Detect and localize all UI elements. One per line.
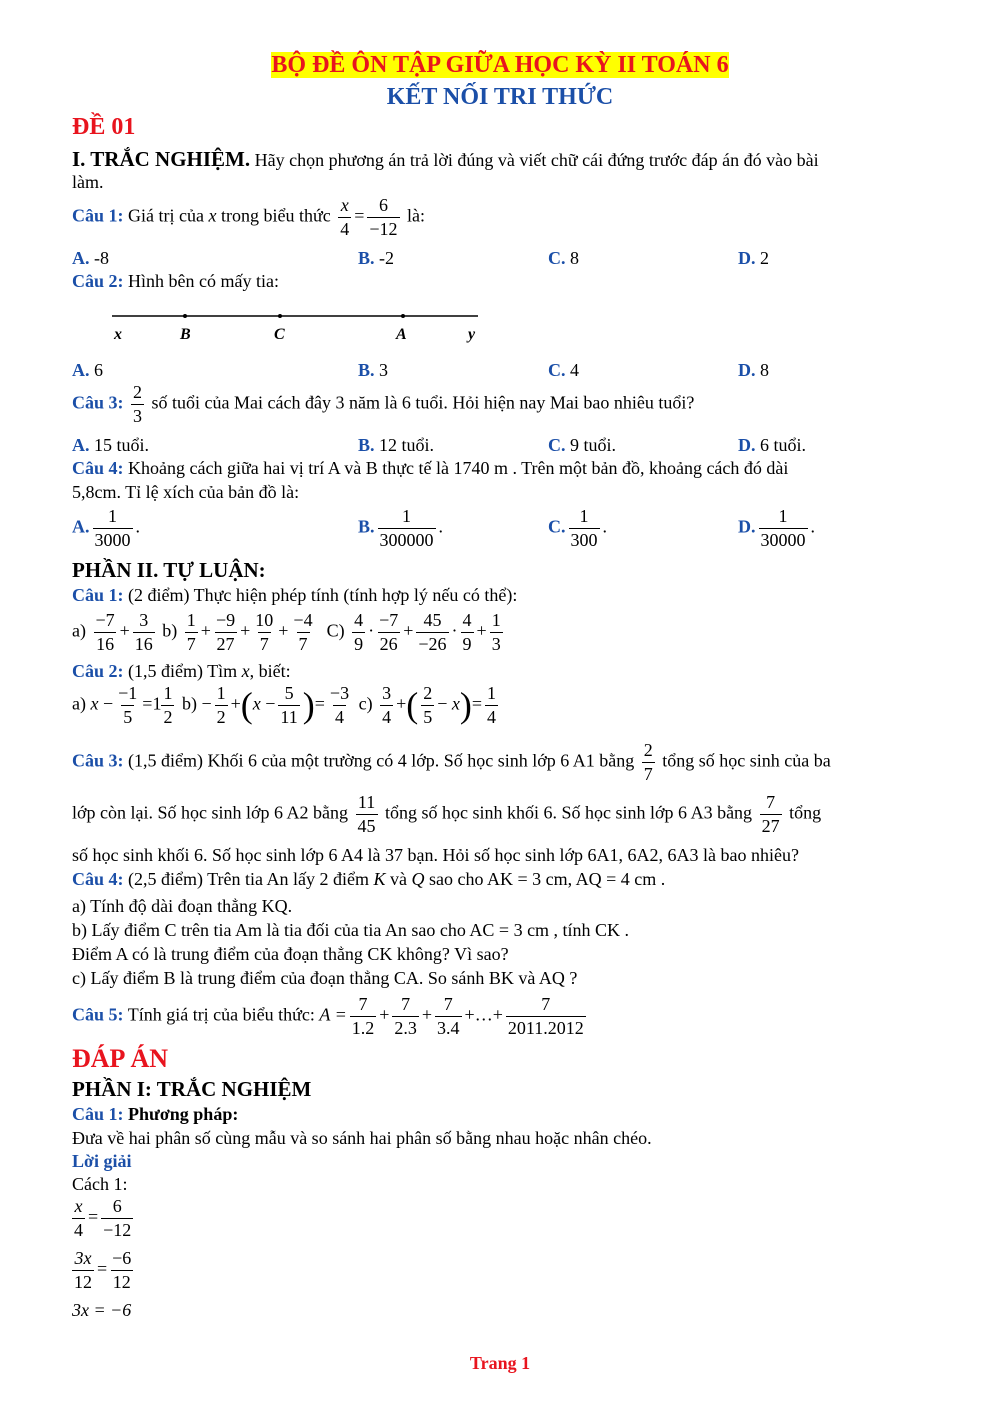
q3-option-a: A. 15 tuổi.: [72, 435, 150, 455]
p2-q1-expressions: a) $\frac{-7}{16}$ + $\frac{3}{16}$ b) $\frac{1}{7}$ + $\frac{-9}{27}$ + $\frac{10}{7}$ + $\frac{-4}{7}$ C) $\frac{4}{9}$ · $\frac{-7}{26}$ + $\frac{45}{-26}$ · $\frac{4}{9}$ + $\frac{1}{3}$: [72, 610, 501, 654]
q1-option-a: A. -8: [72, 248, 109, 268]
q3-text: số tuổi của Mai cách đây 3 năm là 6 tuổi. Hỏi hiện nay Mai bao nhiêu tuổi?: [151, 392, 695, 413]
ans-step3: 3x = −6: [72, 1300, 132, 1320]
q1-option-c: C. 8: [548, 248, 579, 268]
q3-option-d: D. 6 tuổi.: [738, 435, 807, 455]
q3-line: [72, 382, 694, 426]
answers-part1-heading: PHẦN I: TRẮC NGHIỆM: [72, 1077, 312, 1101]
answers-heading: ĐÁP ÁN: [72, 1044, 169, 1073]
page-footer: Trang 1: [469, 1353, 531, 1373]
q1-option-d: D. 2: [738, 248, 769, 268]
q4-label: Câu 4:: [72, 458, 124, 478]
part1-instruction-cont: làm.: [72, 172, 104, 192]
part1-instruction: Hãy chọn phương án trả lời đúng và viết chữ cái đứng trước đáp án đó vào bài: [254, 150, 819, 170]
q4-option-a: A. $\frac{1}{3000}$ .: [72, 506, 140, 550]
p2-q4-b1: b) Lấy điểm C trên tia Am là tia đối của tia An sao cho AC = 3 cm , tính CK .: [72, 920, 630, 940]
part1-heading: I. TRẮC NGHIỆM.: [72, 147, 251, 171]
p2-q3-line2: lớp còn lại. Số học sinh lớp 6 A2 bằng $\frac{11}{45}$ tổng số học sinh khối 6. Số học sinh lớp 6 A3 bằng $\frac{7}{27}$ tổng: [72, 792, 822, 836]
ans-solution-label: Lời giải: [72, 1151, 132, 1171]
q3-option-c: C. 9 tuổi.: [548, 435, 617, 455]
part1-heading-line: [72, 147, 819, 172]
q3-fraction: $\frac{2}{3}$: [133, 382, 143, 426]
p2-q4-line: Câu 4: (2,5 điểm) Trên tia An lấy 2 điểm K và Q sao cho AK = 3 cm, AQ = 4 cm .: [72, 869, 666, 889]
point-c-label: C: [274, 326, 285, 343]
point-y-label: y: [468, 326, 476, 343]
q4-text: Khoảng cách giữa hai vị trí A và B thực tế là 1740 m . Trên một bản đồ, khoảng cách đó dài: [128, 458, 789, 478]
ans-way1: Cách 1:: [72, 1174, 128, 1194]
p2-q4-a: a) Tính độ dài đoạn thẳng KQ.: [72, 896, 293, 916]
document-title: BỘ ĐỀ ÔN TẬP GIỮA HỌC KỲ II TOÁN 6: [271, 52, 729, 78]
q4-option-b: B. $\frac{1}{300000}$ .: [358, 506, 444, 550]
exam-label: ĐỀ 01: [72, 114, 136, 140]
point-a-label: A: [396, 326, 407, 343]
q3-option-b: B. 12 tuổi.: [358, 435, 435, 455]
q4-option-c: C. $\frac{1}{300}$ .: [548, 506, 607, 550]
q2-option-b: B. 3: [358, 360, 389, 380]
q1-fraction-2: $\frac{6}{-12}$: [369, 195, 398, 239]
p2-q5-line: Câu 5: Tính giá trị của biểu thức: A = $\frac{7}{1.2}$ + $\frac{7}{2.3}$ + $\frac{7}{3.4}$ +…+ $\frac{7}{2011.2012}$: [72, 994, 584, 1038]
q2-option-d: D. 8: [738, 360, 769, 380]
q1-var: x: [208, 205, 217, 226]
ans-q1-method-text: Đưa về hai phân số cùng mẫu và so sánh hai phân số bằng nhau hoặc nhân chéo.: [72, 1128, 652, 1148]
point-b-label: B: [180, 326, 191, 343]
q2-text: Hình bên có mấy tia:: [128, 271, 279, 291]
q2-line: [72, 271, 279, 292]
p2-q3-line3: số học sinh khối 6. Số học sinh lớp 6 A4 là 37 bạn. Hỏi số học sinh lớp 6A1, 6A2, 6A3 là bao nhiêu?: [72, 845, 799, 865]
ans-step2: $\frac{3x}{12}$ = $\frac{-6}{12}$: [74, 1248, 132, 1292]
document-subtitle: KẾT NỐI TRI THỨC: [386, 84, 614, 110]
p2-q4-b2: Điểm A có là trung điểm của đoạn thẳng CK không? Vì sao?: [72, 944, 509, 964]
q4-option-d: D. $\frac{1}{30000}$ .: [738, 506, 815, 550]
q1-option-b: B. -2: [358, 248, 395, 268]
q1-text2: trong biểu thức: [220, 205, 331, 226]
q1-text3: là:: [407, 205, 426, 226]
q1-fraction-1: $\frac{x}{4}$: [340, 195, 350, 239]
q2-ray-figure: [100, 306, 490, 346]
q1-line: [72, 195, 425, 239]
part2-heading: PHẦN II. TỰ LUẬN:: [72, 558, 266, 582]
q1-eq: =: [354, 205, 365, 226]
q1-label: Câu 1:: [72, 205, 124, 226]
q3-label: Câu 3:: [72, 392, 124, 413]
q2-label: Câu 2:: [72, 271, 124, 291]
point-x-label: x: [114, 326, 122, 343]
ans-step1: $\frac{x}{4}$ = $\frac{6}{-12}$: [74, 1196, 132, 1240]
q2-option-c: C. 4: [548, 360, 579, 380]
q4-text-cont: 5,8cm. Tỉ lệ xích của bản đồ là:: [72, 482, 300, 502]
ans-q1-method-line: Câu 1: Phương pháp:: [72, 1104, 239, 1124]
p2-q4-c: c) Lấy điểm B là trung điểm của đoạn thẳng CA. So sánh BK và AQ ?: [72, 968, 578, 988]
p2-q2-expressions: a) x − $\frac{-1}{5}$ =1 $\frac{1}{2}$ b) − $\frac{1}{2}$ +(x − $\frac{5}{11}$ )= $\frac{-3}{4}$ c) $\frac{3}{4}$ +( $\frac{2}{5}$ − x)= $\frac{1}{4}$: [72, 683, 497, 727]
p2-q1-line: Câu 1: (2 điểm) Thực hiện phép tính (tính hợp lý nếu có thể):: [72, 585, 518, 605]
q2-option-a: A. 6: [72, 360, 103, 380]
p2-q3-line1: Câu 3: (1,5 điểm) Khối 6 của một trường có 4 lớp. Số học sinh lớp 6 A1 bằng $\frac{2}{7}$ tổng số học sinh của ba: [72, 740, 831, 784]
q4-line: [72, 458, 788, 479]
q1-text: Giá trị của: [128, 205, 204, 226]
p2-q2-line: Câu 2: (1,5 điểm) Tìm x, biết:: [72, 661, 291, 681]
